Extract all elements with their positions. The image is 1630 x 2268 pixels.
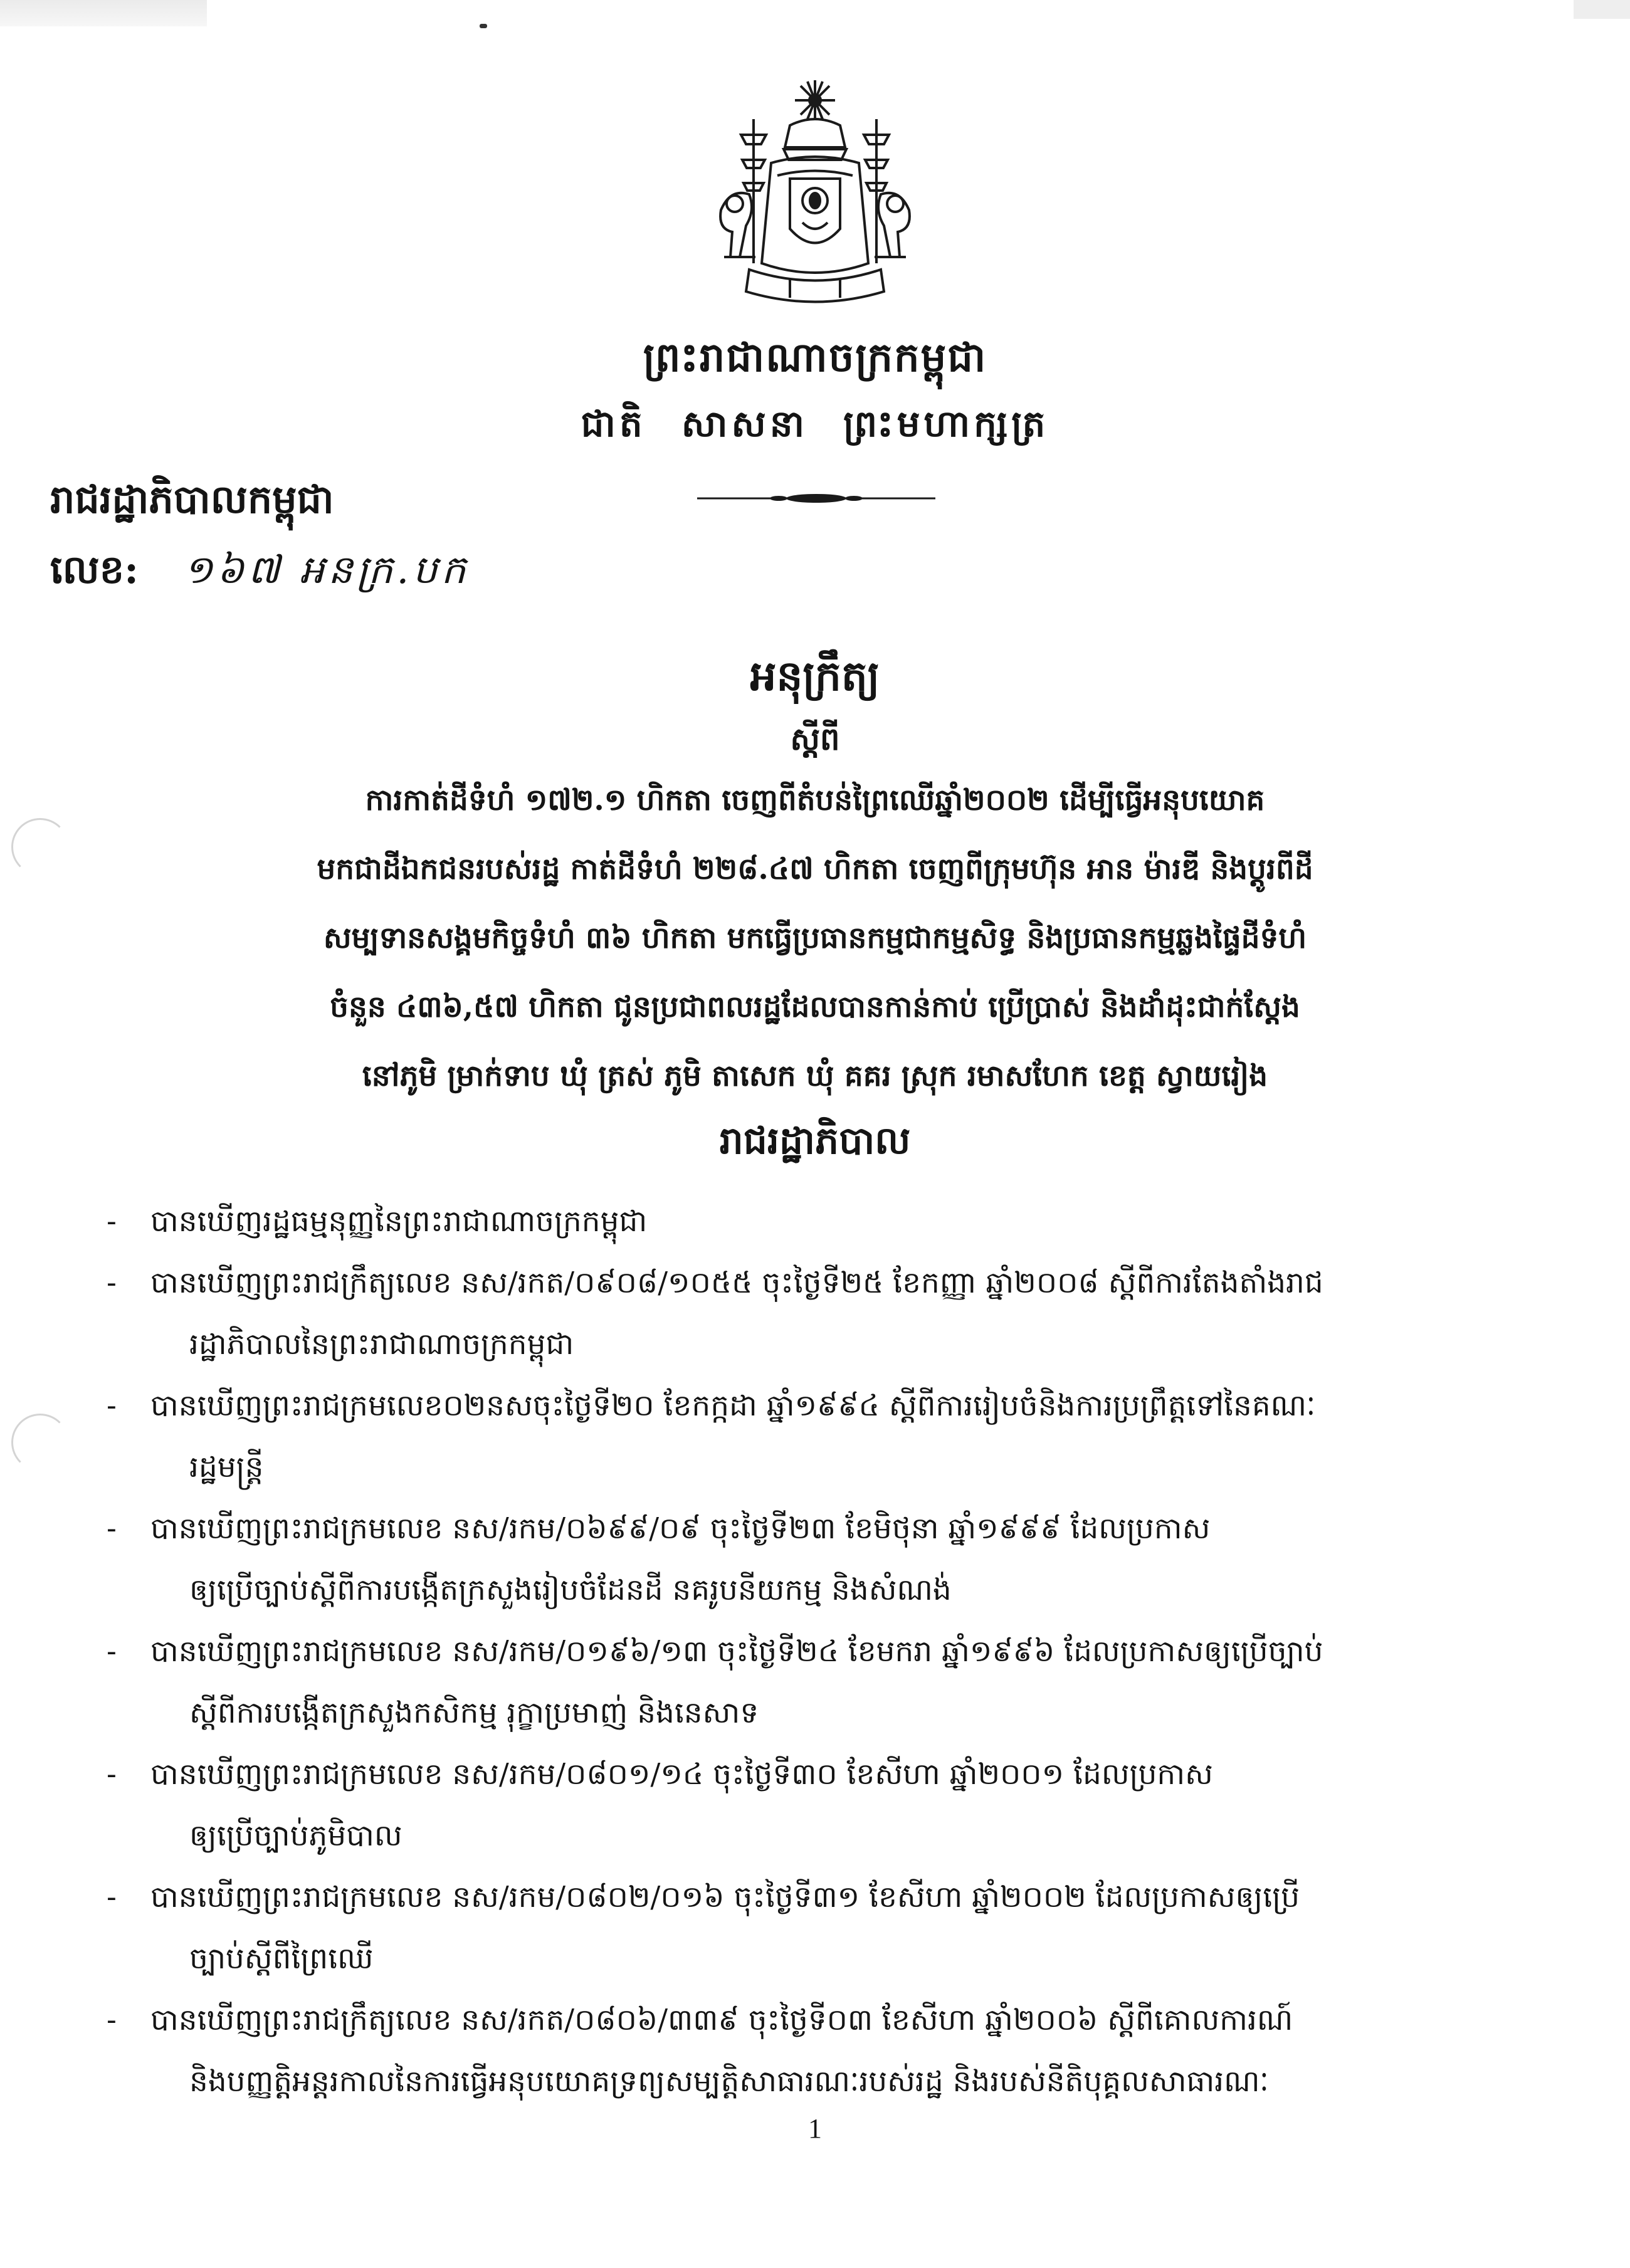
preamble-item [107,1375,1517,1498]
subject-line: សម្បទានសង្គមកិច្ចទំហំ ៣៦ ហិកតា មកធ្វើប្រធានកម្មជាកម្មសិទ្ធ និងប្រធានកម្មឆ្លងផ្ទៃដីទំហំ [323,921,1307,955]
royal-coat-of-arms-emblem [696,75,934,320]
section-title-government: រាជរដ្ឋាភិបាល [719,1119,911,1163]
preamble-line-continued: ច្បាប់ស្តីពីព្រៃឈើ [189,1941,374,1976]
preamble-line: បានឃើញព្រះរាជក្រមលេខ នស/រកម/០៦៩៩/០៩ ចុះថ្ងៃទី២៣ ខែមិថុនា ឆ្នាំ១៩៩៩ ដែលប្រកាស [150,1511,1211,1546]
bullet-dash: - [107,1757,117,1792]
reference-line [50,545,470,602]
subject-line: ចំនួន ៤៣៦,៥៧ ហិកតា ជូនប្រជាពលរដ្ឋដែលបានកាន់កាប់ ប្រើប្រាស់ និងដាំដុះជាក់ស្តែង [330,990,1300,1024]
preamble-line: បានឃើញព្រះរាជក្រមលេខ នស/រកម/០៨០២/០១៦ ចុះថ្ងៃទី៣១ ខែសីហា ឆ្នាំ២០០២ ដែលប្រកាសឲ្យប្រើ [150,1880,1300,1914]
preamble-line: បានឃើញព្រះរាជក្រឹត្យលេខ នស/រកត/០៨០៦/៣៣៩ ចុះថ្ងៃទី០៣ ខែសីហា ឆ្នាំ២០០៦ ស្តីពីគោលការណ៍ [150,2003,1293,2037]
subject-line: នៅភូមិ ម្រាក់ទាប ឃុំ ត្រស់ ភូមិ តាសេក ឃុំ គគរ ស្រុក រមាសហែក ខេត្ត ស្វាយរៀង [362,1059,1268,1093]
preamble-item [107,1498,1517,1621]
preamble-item [107,1252,1517,1375]
preamble-line-continued: និងបញ្ញត្តិអន្តរកាលនៃការធ្វើអនុបយោគទ្រព្យសម្បត្តិសាធារណៈរបស់រដ្ឋ និងរបស់នីតិបុគ្គលសាធារណៈ [189,2064,1269,2099]
preamble-line: បានឃើញព្រះរាជក្រមលេខ នស/រកម/០១៩៦/១៣ ចុះថ្ងៃទី២៤ ខែមករា ឆ្នាំ១៩៩៦ ដែលប្រកាសឲ្យប្រើច្បាប់ [150,1634,1323,1669]
bullet-dash: - [107,1266,117,1300]
about-label: ស្តីពី [790,720,840,757]
bullet-dash: - [107,1204,117,1239]
punch-hole-mark-lower [11,1414,69,1471]
bullet-dash: - [107,1511,117,1546]
preamble-item [107,1867,1517,1990]
preamble-line: បានឃើញព្រះរាជក្រមលេខ នស/រកម/០៨០១/១៤ ចុះថ្ងៃទី៣០ ខែសីហា ឆ្នាំ២០០១ ដែលប្រកាស [150,1757,1213,1792]
scan-artifact-top-right [1574,0,1630,19]
bullet-dash: - [107,1389,117,1423]
ornamental-divider [697,491,935,505]
preamble-line: បានឃើញព្រះរាជក្រឹត្យលេខ នស/រកត/០៩០៨/១០៥៥ ចុះថ្ងៃទី២៥ ខែកញ្ញា ឆ្នាំ២០០៨ ស្តីពីការតែងតាំងរាជ [150,1266,1323,1300]
preamble-line: បានឃើញរដ្ឋធម្មនុញ្ញនៃព្រះរាជាណាចក្រកម្ពុជា [150,1204,648,1239]
subject-line: មកជាដីឯកជនរបស់រដ្ឋ កាត់ដីទំហំ ២២៨.៤៧ ហិកតា ចេញពីក្រុមហ៊ុន អាន ម៉ារឌី និងប្តូរពីដី [317,852,1313,886]
issuer-name: រាជរដ្ឋាភិបាលកម្ពុជា [50,476,334,522]
reference-number-handwritten: ១៦៧ អនក្រ.បក [183,547,470,592]
preamble-list [107,1191,1517,2113]
preamble-line-continued: ឲ្យប្រើច្បាប់ស្តីពីការបង្កើតក្រសួងរៀបចំដែនដី នគរូបនីយកម្ម និងសំណង់ [189,1573,952,1607]
national-motto: ជាតិ សាសនា ព្រះមហាក្សត្រ [581,402,1049,445]
subject-line: ការកាត់ដីទំហំ ១៧២.១ ហិកតា ចេញពីតំបន់ព្រៃឈើឆ្នាំ២០០២ ដើម្បីធ្វើអនុបយោគ [365,783,1265,817]
reference-label: លេខ: [50,547,139,592]
preamble-line-continued: ស្តីពីការបង្កើតក្រសួងកសិកម្ម រុក្ខាប្រមាញ់ និងនេសាទ [189,1696,759,1730]
preamble-item [107,1191,1517,1252]
scan-artifact-dot [480,24,487,28]
bullet-dash: - [107,1634,117,1669]
preamble-item [107,1621,1517,1744]
preamble-item [107,1990,1517,2113]
bullet-dash: - [107,2003,117,2037]
document-type-heading: អនុក្រឹត្យ [750,651,880,700]
kingdom-name: ព្រះរាជាណាចក្រកម្ពុជា [643,334,987,381]
page-number: 1 [808,2113,822,2144]
scan-artifact-top-left [0,0,207,26]
preamble-line-continued: ឲ្យប្រើច្បាប់ភូមិបាល [189,1819,402,1853]
preamble-line: បានឃើញព្រះរាជក្រមលេខ០២នសចុះថ្ងៃទី២០ ខែកក្កដា ឆ្នាំ១៩៩៤ ស្តីពីការរៀបចំនិងការប្រព្រឹត្តទៅនៃគណៈ [150,1389,1316,1423]
preamble-item [107,1744,1517,1867]
punch-hole-mark-upper [11,818,69,876]
preamble-line-continued: រដ្ឋមន្ត្រី [189,1450,264,1484]
bullet-dash: - [107,1880,117,1914]
preamble-line-continued: រដ្ឋាភិបាលនៃព្រះរាជាណាចក្រកម្ពុជា [189,1327,574,1362]
subject-block [100,766,1530,1111]
